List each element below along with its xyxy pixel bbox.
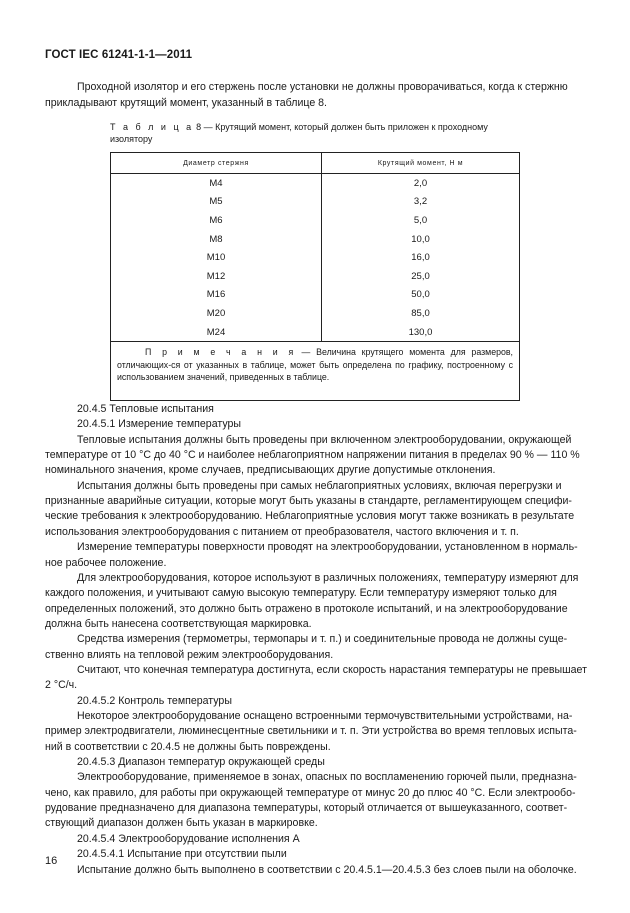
table-row (111, 193, 520, 212)
table-row (111, 174, 520, 193)
table-caption (110, 121, 520, 145)
cell-torque: 3,2 (322, 193, 520, 212)
cell-diameter: M12 (111, 267, 322, 286)
note-label: П р и м е ч а н и я (145, 347, 296, 358)
text-line: Считают, что конечная температура достигнута, если скорость нарастания температуры не превышает (77, 663, 587, 676)
table-row (111, 323, 520, 342)
table-row (111, 248, 520, 267)
text-line: Испытание должно быть выполнено в соответствии с 20.4.5.1—20.4.5.3 без слоев пыли на оболочке. (77, 863, 577, 876)
text-line: 20.4.5.2 Контроль температуры (77, 694, 232, 707)
torque-table (110, 152, 520, 401)
cell-torque: 10,0 (322, 230, 520, 249)
cell-diameter: M24 (111, 323, 322, 342)
table-caption-text: 8 — Крутящий момент, который должен быть приложен к проходному (196, 122, 488, 132)
text-line: 20.4.5.4.1 Испытание при отсутствии пыли (77, 848, 287, 861)
text-line: чено, как правило, для работы при окружающей температуре от минус 20 до плюс 40 °С. Если электрообо- (45, 786, 576, 799)
column-header-diameter: Диаметр стержня (111, 153, 322, 174)
text-line: 20.4.5 Тепловые испытания (77, 403, 214, 415)
text-line: 20.4.5.1 Измерение температуры (77, 418, 242, 431)
text-line: Измерение температуры поверхности проводят на электрооборудовании, установленном в нормаль- (77, 541, 578, 554)
text-line: Тепловые испытания должны быть проведены при включенном электрооборудовании, окружающей (77, 433, 572, 446)
cell-diameter: M5 (111, 193, 322, 212)
cell-diameter: M20 (111, 304, 322, 323)
table-caption-label: Т а б л и ц а (110, 122, 194, 132)
cell-diameter: M6 (111, 211, 322, 230)
text-line: ное рабочее положение. (45, 556, 167, 569)
table-header-row (111, 153, 520, 174)
text-line: 20.4.5.4 Электрооборудование исполнения А (77, 832, 300, 845)
text-line: Для электрооборудования, которое используют в различных положениях, температуру измеряют для (77, 571, 579, 584)
text-line: ний в соответствии с 20.4.5 не должны быть повреждены. (45, 740, 331, 753)
table-note-row (111, 342, 520, 401)
table-row (111, 230, 520, 249)
text-line: рудование предназначено для диапазона температуры, который отличается от вышеуказанного, соответ- (45, 802, 568, 815)
table-row (111, 267, 520, 286)
column-header-torque: Крутящий момент, Н м (322, 153, 520, 174)
text-line: пример электродвигатели, люминесцентные светильники и т. п. Эти устройства во время тепловых испыта- (45, 725, 577, 738)
text-line: Испытания должны быть проведены при самых неблагоприятных условиях, включая перегрузки и (77, 479, 562, 492)
cell-torque: 50,0 (322, 286, 520, 305)
text-line: Электрооборудование, применяемое в зонах, опасных по воспламенению горючей пыли, предназна- (77, 771, 577, 784)
cell-diameter: M4 (111, 174, 322, 193)
intro-line: прикладывают крутящий момент, указанный в таблице 8. (45, 96, 327, 109)
table-body (111, 174, 520, 342)
cell-torque: 85,0 (322, 304, 520, 323)
table-row (111, 211, 520, 230)
text-line: ствующий диапазон должен быть указан в маркировке. (45, 817, 318, 830)
text-line: признанные аварийные ситуации, которые могут быть указаны в стандарте, регламентирующем специфи- (45, 495, 572, 508)
text-line: температуре от 10 °С до 40 °С и наиболее неблагоприятном напряжении питания в пределах 90 % — 110 % (45, 449, 580, 462)
text-line: Средства измерения (термометры, термопары и т. п.) и соединительные провода не должны суще- (77, 633, 568, 646)
intro-paragraph (45, 80, 609, 111)
text-line: номинального значения, кроме случаев, предписывающих другие допустимые отклонения. (45, 464, 496, 477)
cell-diameter: M8 (111, 230, 322, 249)
page-number: 16 (45, 855, 58, 867)
table-note (111, 342, 520, 401)
table-row (111, 286, 520, 305)
cell-diameter: M10 (111, 248, 322, 267)
cell-torque: 5,0 (322, 211, 520, 230)
cell-diameter: M16 (111, 286, 322, 305)
document-header: ГОСТ IEC 61241-1-1—2011 (45, 49, 193, 61)
cell-torque: 2,0 (322, 174, 520, 193)
text-line: ственно влиять на тепловой режим электрооборудования. (45, 648, 334, 661)
intro-line: Проходной изолятор и его стержень после установки не должны проворачиваться, когда к стержню (77, 81, 568, 93)
text-line: 20.4.5.3 Диапазон температур окружающей среды (77, 756, 325, 769)
table-caption-text-2: изолятору (110, 134, 153, 144)
note-text: — Величина крутящего момента для размеров, отличающих-ся от указанных в таблице, может быть определена по графику, построенному с использованием значений, приведенных в таблице. (117, 347, 513, 383)
text-line: использования электрооборудования с питанием от преобразователя, частого включения и т. п. (45, 525, 519, 538)
cell-torque: 130,0 (322, 323, 520, 342)
text-line: каждого положения, и учитывают самую высокую температуру. Если температуру измеряют только для (45, 587, 557, 600)
text-line: должна быть нанесена соответствующая маркировка. (45, 617, 312, 630)
text-line: ческие требования к электрооборудованию. Неблагоприятные условия могут также возникать в результате (45, 510, 575, 523)
cell-torque: 16,0 (322, 248, 520, 267)
text-line: 2 °С/ч. (45, 679, 78, 692)
text-line: Некоторое электрооборудование оснащено встроенными термочувствительными устройствами, на- (77, 710, 573, 722)
table-row (111, 304, 520, 323)
text-line: определенных положений, это должно быть отражено в протоколе испытаний, и на электрооборудование (45, 602, 568, 615)
cell-torque: 25,0 (322, 267, 520, 286)
